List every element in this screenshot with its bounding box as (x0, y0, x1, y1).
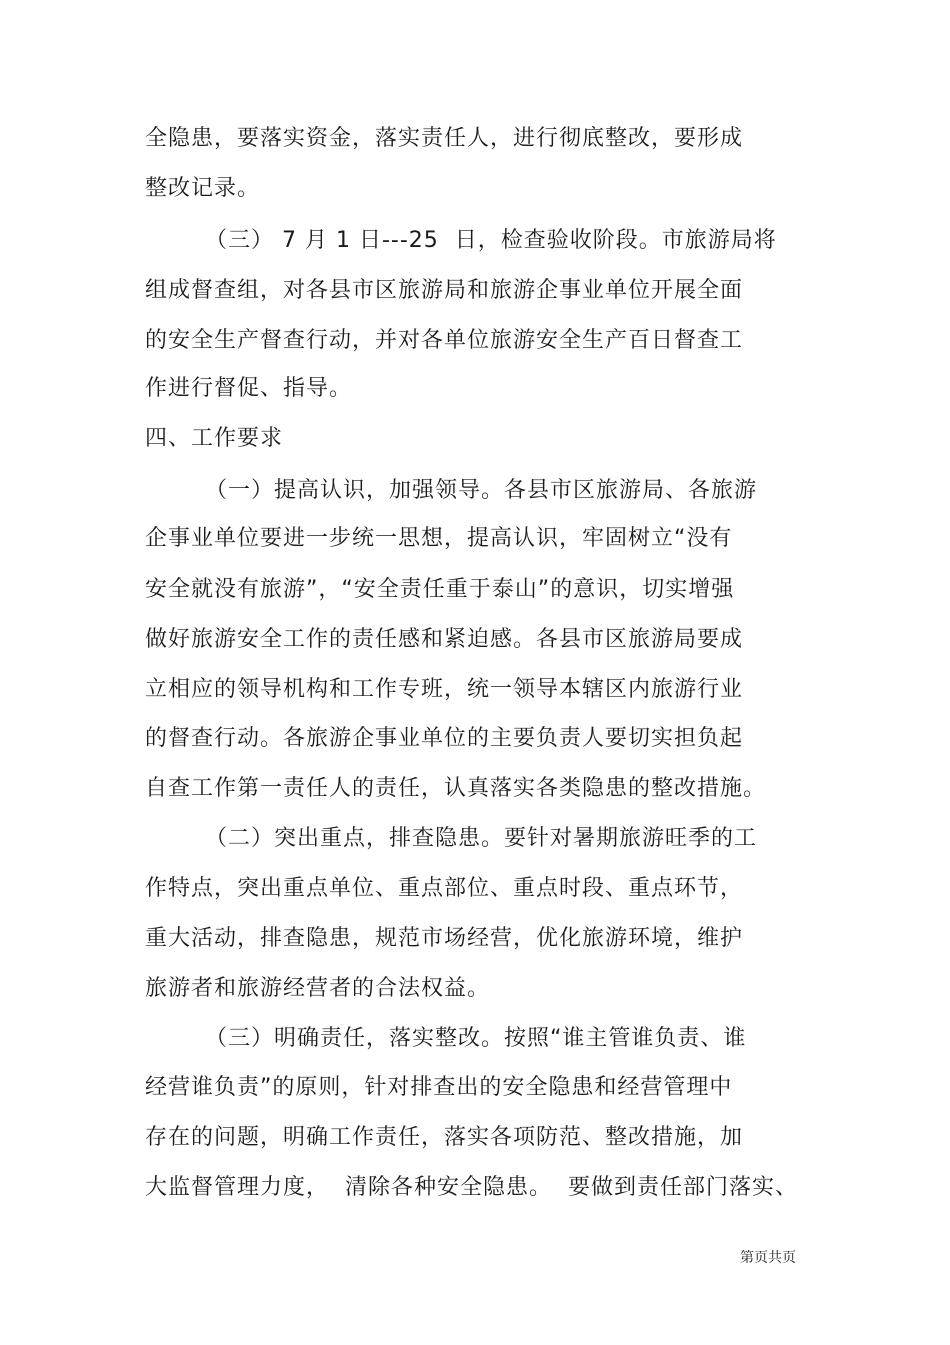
text-line: 企事业单位要进一步统一思想，提高认识，牢固树立“没有 (145, 526, 733, 551)
text-line: 作特点，突出重点单位、重点部位、重点时段、重点环节， (145, 876, 744, 901)
section-heading: 四、工作要求 (145, 426, 284, 451)
text-line: （三）明确责任，落实整改。按照“谁主管谁负责、谁 (205, 1026, 747, 1051)
text-line: 大监督管理力度， 清除各种安全隐患。 要做到责任部门落实、 (145, 1175, 798, 1200)
text-line: 重大活动，排查隐患，规范市场经营，优化旅游环境，维护 (145, 926, 744, 951)
text-line: 立相应的领导机构和工作专班，统一领导本辖区内旅游行业 (145, 677, 744, 702)
text-line: 存在的问题，明确工作责任，落实各项防范、整改措施，加 (145, 1125, 744, 1150)
text-line: 整改记录。 (145, 176, 261, 201)
text-line: 的督查行动。各旅游企事业单位的主要负责人要切实担负起 (145, 726, 744, 751)
page-footer: 第页共页 (740, 1250, 796, 1266)
text-line: 做好旅游安全工作的责任感和紧迫感。各县市区旅游局要成 (145, 627, 744, 652)
text-line: （一）提高认识，加强领导。各县市区旅游局、各旅游 (205, 478, 758, 503)
text-line: 安全就没有旅游”，“安全责任重于泰山”的意识，切实增强 (145, 577, 735, 602)
text-line: 自查工作第一责任人的责任，认真落实各类隐患的整改措施。 (145, 776, 767, 801)
text-line: （三） 7 月 1 日---25 日，检查验收阶段。市旅游局将 (205, 228, 777, 253)
text-line: 作进行督促、指导。 (145, 376, 353, 401)
text-line: 全隐患，要落实资金，落实责任人，进行彻底整改，要形成 (145, 126, 744, 151)
text-line: （二）突出重点，排查隐患。要针对暑期旅游旺季的工 (205, 826, 758, 851)
text-line: 经营谁负责”的原则，针对排查出的安全隐患和经营管理中 (145, 1075, 733, 1100)
text-line: 旅游者和旅游经营者的合法权益。 (145, 976, 491, 1001)
text-line: 的安全生产督查行动，并对各单位旅游安全生产百日督查工 (145, 328, 744, 353)
text-line: 组成督查组，对各县市区旅游局和旅游企事业单位开展全面 (145, 278, 744, 303)
